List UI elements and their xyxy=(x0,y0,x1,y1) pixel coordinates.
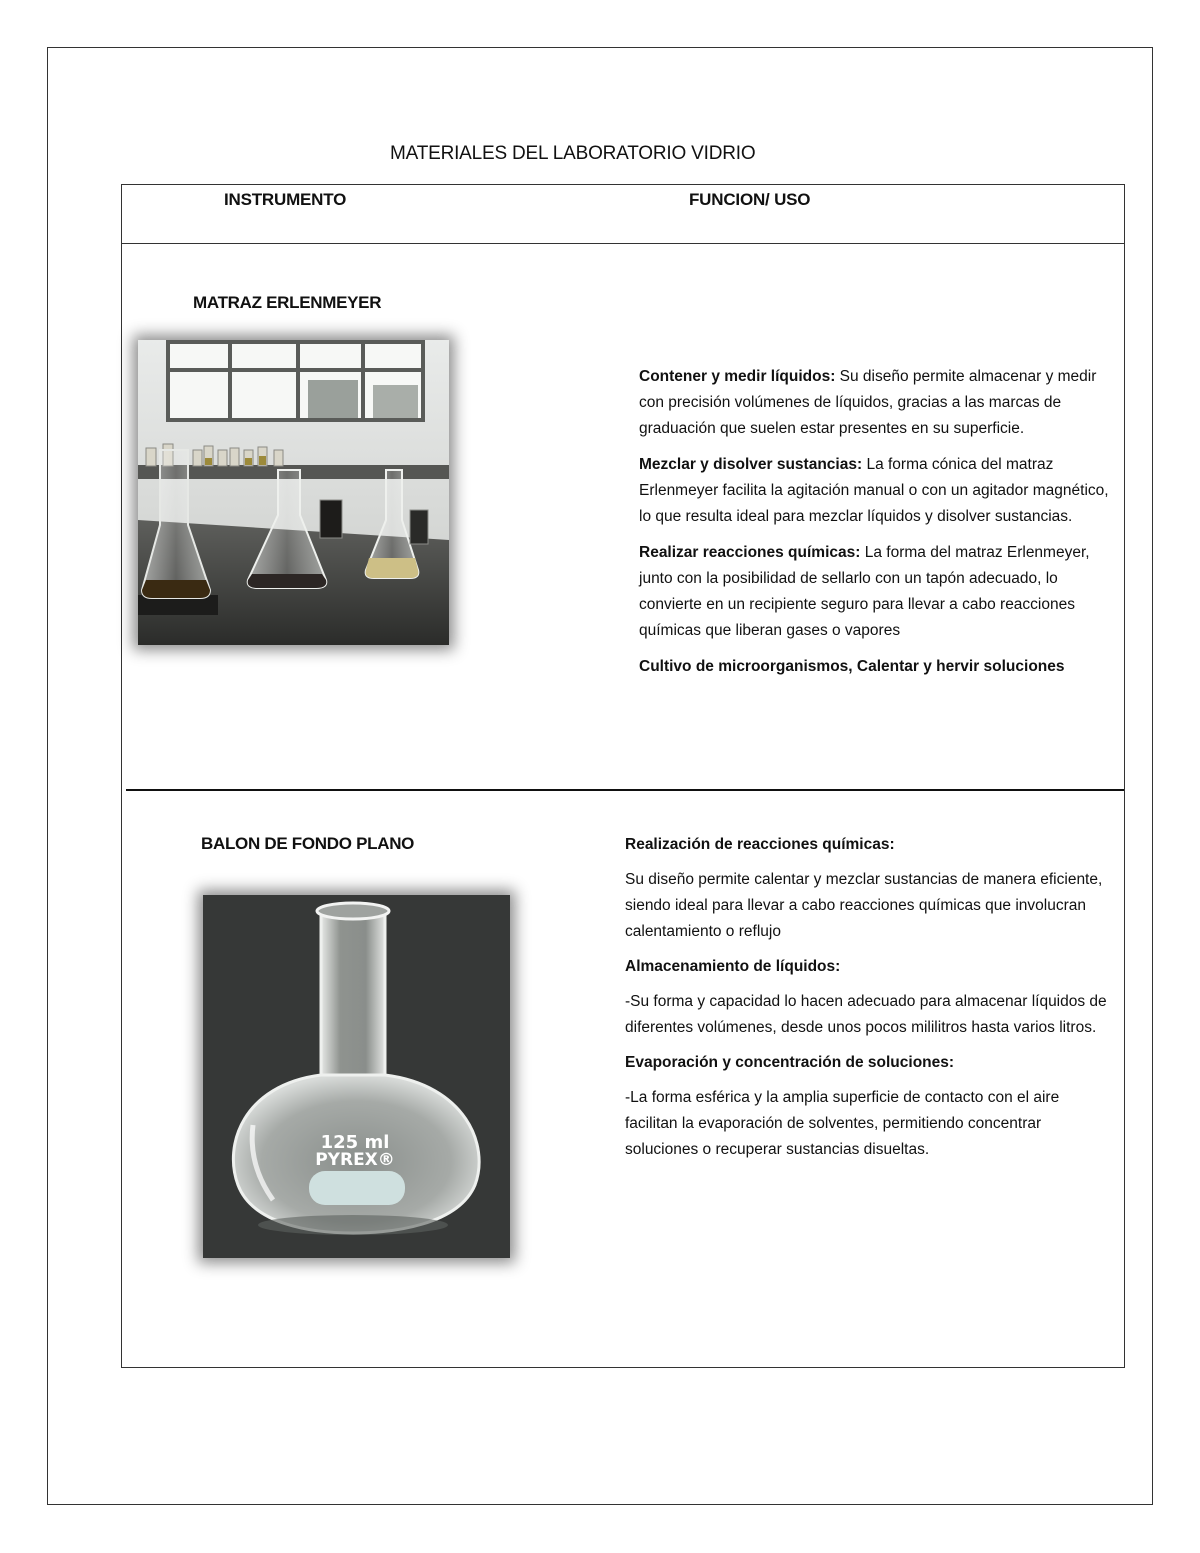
instrument-name-flat-flask: BALON DE FONDO PLANO xyxy=(201,834,415,853)
function-text: Su diseño permite calentar y mezclar sustancias de manera eficiente, siendo ideal para llevar a cabo reacciones químicas que involucran calentamiento o reflujo xyxy=(625,871,1103,940)
function-heading: Cultivo de microorganismos, Calentar y hervir soluciones xyxy=(639,658,1065,675)
function-list-flat-flask xyxy=(625,832,1115,1172)
instrument-name-erlenmeyer: MATRAZ ERLENMEYER xyxy=(193,293,382,312)
flat-bottom-flask-photo xyxy=(203,895,510,1258)
row-divider xyxy=(126,789,1124,791)
function-text: La forma del matraz Erlenmeyer, junto con la posibilidad de sellarlo con un tapón adecuado, lo convierte en un recipiente seguro para llevar a cabo reacciones químicas que liberan gases o vapores xyxy=(639,544,1090,639)
function-item xyxy=(639,364,1109,442)
function-list-erlenmeyer xyxy=(639,364,1109,690)
function-text: La forma cónica del matraz Erlenmeyer facilita la agitación manual o con un agitador magnético, lo que resulta ideal para mezclar líquidos y disolver sustancias. xyxy=(639,456,1109,525)
function-item xyxy=(639,452,1109,530)
function-text: -La forma esférica y la amplia superficie de contacto con el aire facilitan la evaporación de solventes, permitiendo concentrar soluciones o recuperar sustancias disueltas. xyxy=(625,1089,1060,1158)
header-divider xyxy=(121,243,1125,244)
function-heading: Realizar reacciones químicas: xyxy=(639,544,861,561)
function-text: Su diseño permite almacenar y medir con precisión volúmenes de líquidos, gracias a las marcas de graduación que suelen estar presentes en su superficie. xyxy=(639,368,1097,437)
function-heading: Realización de reacciones químicas: xyxy=(625,836,895,853)
flask-volume-marking: 125 ml xyxy=(320,1132,390,1153)
function-item xyxy=(639,654,1109,680)
document-title: MATERIALES DEL LABORATORIO VIDRIO xyxy=(390,143,756,164)
column-header-instrument: INSTRUMENTO xyxy=(224,190,347,209)
function-heading: Almacenamiento de líquidos: xyxy=(625,958,841,975)
function-text: -Su forma y capacidad lo hacen adecuado para almacenar líquidos de diferentes volúmenes, desde unos pocos mililitros hasta varios litros. xyxy=(625,993,1107,1036)
flask-brand-marking: PYREX® xyxy=(315,1150,395,1170)
column-header-function: FUNCION/ USO xyxy=(689,190,811,209)
function-item xyxy=(639,540,1109,644)
function-heading: Mezclar y disolver sustancias: xyxy=(639,456,863,473)
erlenmeyer-flasks-photo xyxy=(138,340,449,645)
function-heading: Evaporación y concentración de soluciones: xyxy=(625,1054,955,1071)
function-heading: Contener y medir líquidos: xyxy=(639,368,836,385)
